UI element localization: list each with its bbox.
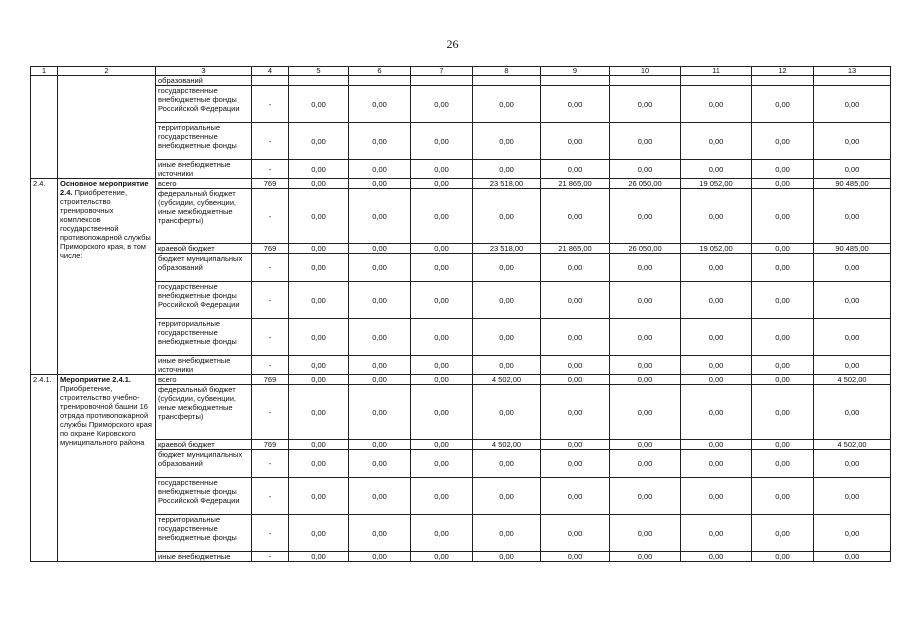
value-cell: 0,00 <box>610 385 681 440</box>
code-cell: - <box>252 123 289 160</box>
value-cell: 0,00 <box>814 552 891 562</box>
value-cell <box>752 76 814 86</box>
value-cell: 0,00 <box>541 282 610 319</box>
table-row <box>31 450 891 478</box>
value-cell: 21 865,00 <box>541 244 610 254</box>
value-cell: 19 052,00 <box>681 179 752 189</box>
value-cell: 0,00 <box>814 385 891 440</box>
value-cell: 0,00 <box>411 254 473 282</box>
funding-source-cell: иные внебюджетные источники <box>156 356 252 375</box>
value-cell: 0,00 <box>610 375 681 385</box>
code-cell: 769 <box>252 440 289 450</box>
value-cell: 0,00 <box>541 552 610 562</box>
value-cell: 23 518,00 <box>473 179 541 189</box>
value-cell: 0,00 <box>289 189 349 244</box>
value-cell: 90 485,00 <box>814 244 891 254</box>
value-cell: 0,00 <box>473 319 541 356</box>
funding-source-cell: иные внебюджетные источники <box>156 160 252 179</box>
value-cell <box>349 76 411 86</box>
value-cell: 0,00 <box>411 478 473 515</box>
value-cell: 0,00 <box>541 319 610 356</box>
value-cell: 0,00 <box>681 385 752 440</box>
value-cell: 23 518,00 <box>473 244 541 254</box>
value-cell: 90 485,00 <box>814 179 891 189</box>
value-cell: 0,00 <box>541 254 610 282</box>
value-cell: 0,00 <box>814 450 891 478</box>
budget-table <box>30 66 891 562</box>
funding-source-cell: территориальные государственные внебюджетные фонды <box>156 123 252 160</box>
value-cell: 0,00 <box>349 440 411 450</box>
value-cell: 0,00 <box>814 254 891 282</box>
value-cell: 0,00 <box>411 385 473 440</box>
value-cell: 0,00 <box>610 282 681 319</box>
value-cell: 0,00 <box>411 375 473 385</box>
value-cell: 0,00 <box>681 189 752 244</box>
value-cell: 0,00 <box>752 450 814 478</box>
value-cell: 0,00 <box>289 375 349 385</box>
table-row <box>31 254 891 282</box>
value-cell: 0,00 <box>752 440 814 450</box>
code-cell: 769 <box>252 375 289 385</box>
value-cell: 0,00 <box>473 515 541 552</box>
code-cell: - <box>252 515 289 552</box>
table-row <box>31 189 891 244</box>
value-cell: 0,00 <box>541 189 610 244</box>
value-cell <box>610 76 681 86</box>
code-cell: - <box>252 356 289 375</box>
value-cell: 0,00 <box>473 160 541 179</box>
value-cell: 0,00 <box>752 552 814 562</box>
value-cell <box>541 76 610 86</box>
section-title-cell <box>58 375 156 562</box>
funding-source-cell: государственные внебюджетные фонды Российской Федерации <box>156 478 252 515</box>
value-cell: 0,00 <box>473 254 541 282</box>
value-cell: 0,00 <box>752 179 814 189</box>
value-cell: 0,00 <box>473 189 541 244</box>
code-cell: - <box>252 282 289 319</box>
code-cell: - <box>252 86 289 123</box>
funding-source-cell: бюджет муниципальных образований <box>156 254 252 282</box>
value-cell: 0,00 <box>289 254 349 282</box>
empty-title-cell <box>58 76 156 179</box>
value-cell: 0,00 <box>814 86 891 123</box>
value-cell: 0,00 <box>411 244 473 254</box>
value-cell: 0,00 <box>411 515 473 552</box>
value-cell: 0,00 <box>752 86 814 123</box>
funding-source-cell: федеральный бюджет (субсидии, субвенции, иные межбюджетные трансферты) <box>156 385 252 440</box>
table-row <box>31 160 891 179</box>
value-cell: 0,00 <box>473 552 541 562</box>
value-cell: 0,00 <box>349 123 411 160</box>
value-cell: 0,00 <box>289 450 349 478</box>
code-cell: - <box>252 552 289 562</box>
column-header: 7 <box>411 67 473 76</box>
value-cell: 0,00 <box>681 319 752 356</box>
value-cell: 0,00 <box>349 254 411 282</box>
code-cell: - <box>252 189 289 244</box>
value-cell: 0,00 <box>610 440 681 450</box>
funding-source-cell: бюджет муниципальных образований <box>156 450 252 478</box>
value-cell: 0,00 <box>610 189 681 244</box>
code-cell: 769 <box>252 179 289 189</box>
value-cell: 0,00 <box>681 375 752 385</box>
value-cell: 0,00 <box>681 450 752 478</box>
value-cell: 0,00 <box>610 160 681 179</box>
code-cell: 769 <box>252 244 289 254</box>
column-header: 11 <box>681 67 752 76</box>
value-cell: 0,00 <box>349 478 411 515</box>
value-cell: 0,00 <box>610 254 681 282</box>
column-header: 13 <box>814 67 891 76</box>
value-cell: 0,00 <box>289 319 349 356</box>
table-row <box>31 86 891 123</box>
column-header: 5 <box>289 67 349 76</box>
value-cell: 0,00 <box>473 478 541 515</box>
value-cell: 0,00 <box>752 375 814 385</box>
column-header: 8 <box>473 67 541 76</box>
value-cell: 0,00 <box>473 123 541 160</box>
code-cell: - <box>252 254 289 282</box>
value-cell: 0,00 <box>752 282 814 319</box>
funding-source-cell: территориальные государственные внебюджетные фонды <box>156 319 252 356</box>
table-row <box>31 515 891 552</box>
value-cell: 0,00 <box>289 552 349 562</box>
table-row <box>31 244 891 254</box>
value-cell: 0,00 <box>752 515 814 552</box>
value-cell: 0,00 <box>610 478 681 515</box>
value-cell: 0,00 <box>411 356 473 375</box>
value-cell: 0,00 <box>349 319 411 356</box>
value-cell: 0,00 <box>349 356 411 375</box>
value-cell: 0,00 <box>411 319 473 356</box>
value-cell: 0,00 <box>610 515 681 552</box>
value-cell: 0,00 <box>681 515 752 552</box>
value-cell: 0,00 <box>349 450 411 478</box>
value-cell: 0,00 <box>681 282 752 319</box>
column-header: 4 <box>252 67 289 76</box>
value-cell: 0,00 <box>541 375 610 385</box>
value-cell: 0,00 <box>349 385 411 440</box>
table-row <box>31 319 891 356</box>
value-cell: 0,00 <box>610 552 681 562</box>
value-cell: 26 050,00 <box>610 179 681 189</box>
funding-source-cell: федеральный бюджет (субсидии, субвенции, иные межбюджетные трансферты) <box>156 189 252 244</box>
value-cell: 0,00 <box>541 86 610 123</box>
value-cell: 0,00 <box>289 385 349 440</box>
value-cell <box>411 76 473 86</box>
column-header: 12 <box>752 67 814 76</box>
value-cell: 0,00 <box>610 356 681 375</box>
value-cell: 0,00 <box>541 385 610 440</box>
code-cell: - <box>252 160 289 179</box>
value-cell: 0,00 <box>411 450 473 478</box>
value-cell: 0,00 <box>289 478 349 515</box>
value-cell: 0,00 <box>473 356 541 375</box>
value-cell: 0,00 <box>752 189 814 244</box>
table-row <box>31 179 891 189</box>
value-cell <box>681 76 752 86</box>
funding-source-cell: образований <box>156 76 252 86</box>
value-cell: 0,00 <box>541 478 610 515</box>
section-title-bold: Основное мероприятие 2.4. <box>60 179 149 197</box>
value-cell: 0,00 <box>541 123 610 160</box>
table-row <box>31 440 891 450</box>
section-title-text: Приобретение, строительство тренировочных комплексов государственной противопожарной службы Приморского края, в том числе: <box>60 188 151 260</box>
section-title-bold: Мероприятие 2.4.1. <box>60 375 131 384</box>
value-cell: 0,00 <box>349 179 411 189</box>
value-cell: 4 502,00 <box>814 440 891 450</box>
value-cell <box>473 76 541 86</box>
value-cell: 0,00 <box>349 282 411 319</box>
value-cell: 0,00 <box>681 254 752 282</box>
funding-source-cell: всего <box>156 375 252 385</box>
value-cell: 0,00 <box>814 356 891 375</box>
funding-source-cell: государственные внебюджетные фонды Российской Федерации <box>156 282 252 319</box>
value-cell: 0,00 <box>289 282 349 319</box>
column-header: 3 <box>156 67 252 76</box>
value-cell: 0,00 <box>752 123 814 160</box>
funding-source-cell: краевой бюджет <box>156 244 252 254</box>
funding-source-cell: государственные внебюджетные фонды Российской Федерации <box>156 86 252 123</box>
funding-source-cell: иные внебюджетные <box>156 552 252 562</box>
code-cell: - <box>252 385 289 440</box>
value-cell: 0,00 <box>814 123 891 160</box>
value-cell: 4 502,00 <box>814 375 891 385</box>
value-cell: 0,00 <box>541 440 610 450</box>
value-cell: 0,00 <box>814 515 891 552</box>
value-cell: 0,00 <box>814 282 891 319</box>
value-cell: 19 052,00 <box>681 244 752 254</box>
column-header: 6 <box>349 67 411 76</box>
value-cell: 26 050,00 <box>610 244 681 254</box>
table-row <box>31 123 891 160</box>
column-header: 10 <box>610 67 681 76</box>
empty-code-cell <box>31 76 58 179</box>
value-cell: 0,00 <box>541 515 610 552</box>
table-row <box>31 76 891 86</box>
value-cell: 0,00 <box>681 552 752 562</box>
funding-source-cell: краевой бюджет <box>156 440 252 450</box>
value-cell: 0,00 <box>349 160 411 179</box>
value-cell: 0,00 <box>411 282 473 319</box>
funding-source-cell: территориальные государственные внебюджетные фонды <box>156 515 252 552</box>
value-cell: 0,00 <box>681 86 752 123</box>
column-header: 2 <box>58 67 156 76</box>
table-row <box>31 478 891 515</box>
value-cell: 0,00 <box>411 189 473 244</box>
value-cell: 0,00 <box>814 319 891 356</box>
value-cell: 0,00 <box>681 478 752 515</box>
code-cell: - <box>252 450 289 478</box>
table-header-row <box>31 67 891 76</box>
column-header: 9 <box>541 67 610 76</box>
value-cell: 0,00 <box>610 450 681 478</box>
value-cell: 0,00 <box>411 160 473 179</box>
value-cell: 0,00 <box>752 160 814 179</box>
value-cell: 0,00 <box>610 86 681 123</box>
value-cell: 0,00 <box>411 179 473 189</box>
value-cell: 0,00 <box>349 375 411 385</box>
section-title-text: Приобретение, строительство учебно-тренировочной башни 16 отряда противопожарной службы Приморского края по охране Кировского муниципального района <box>60 384 152 447</box>
value-cell: 0,00 <box>752 385 814 440</box>
value-cell: 0,00 <box>349 86 411 123</box>
value-cell: 4 502,00 <box>473 440 541 450</box>
value-cell <box>814 76 891 86</box>
value-cell: 0,00 <box>752 244 814 254</box>
value-cell: 0,00 <box>473 450 541 478</box>
value-cell: 0,00 <box>411 123 473 160</box>
value-cell: 0,00 <box>411 86 473 123</box>
value-cell: 0,00 <box>411 552 473 562</box>
value-cell: 0,00 <box>349 244 411 254</box>
value-cell: 0,00 <box>349 189 411 244</box>
value-cell: 0,00 <box>289 86 349 123</box>
value-cell: 0,00 <box>289 356 349 375</box>
value-cell: 0,00 <box>610 319 681 356</box>
value-cell: 0,00 <box>752 319 814 356</box>
value-cell: 0,00 <box>473 86 541 123</box>
value-cell: 0,00 <box>814 160 891 179</box>
value-cell: 0,00 <box>411 440 473 450</box>
section-code-cell: 2.4. <box>31 179 58 375</box>
value-cell: 0,00 <box>289 123 349 160</box>
code-cell: - <box>252 478 289 515</box>
value-cell: 0,00 <box>814 478 891 515</box>
value-cell: 0,00 <box>752 478 814 515</box>
value-cell: 0,00 <box>752 254 814 282</box>
page-number: 26 <box>446 37 459 51</box>
value-cell: 4 502,00 <box>473 375 541 385</box>
value-cell: 0,00 <box>752 356 814 375</box>
value-cell: 0,00 <box>289 160 349 179</box>
value-cell: 0,00 <box>289 244 349 254</box>
value-cell: 0,00 <box>473 385 541 440</box>
value-cell: 21 865,00 <box>541 179 610 189</box>
value-cell: 0,00 <box>681 440 752 450</box>
value-cell: 0,00 <box>473 282 541 319</box>
value-cell: 0,00 <box>289 515 349 552</box>
table-row <box>31 356 891 375</box>
value-cell: 0,00 <box>289 440 349 450</box>
funding-source-cell: всего <box>156 179 252 189</box>
table-row <box>31 385 891 440</box>
code-cell <box>252 76 289 86</box>
value-cell: 0,00 <box>610 123 681 160</box>
table-row <box>31 375 891 385</box>
table-row <box>31 282 891 319</box>
section-code-cell: 2.4.1. <box>31 375 58 562</box>
value-cell: 0,00 <box>814 189 891 244</box>
code-cell: - <box>252 319 289 356</box>
value-cell: 0,00 <box>681 123 752 160</box>
value-cell: 0,00 <box>541 160 610 179</box>
value-cell: 0,00 <box>349 515 411 552</box>
table-row <box>31 552 891 562</box>
value-cell: 0,00 <box>289 179 349 189</box>
value-cell: 0,00 <box>349 552 411 562</box>
value-cell: 0,00 <box>681 160 752 179</box>
value-cell: 0,00 <box>541 356 610 375</box>
column-header: 1 <box>31 67 58 76</box>
value-cell: 0,00 <box>681 356 752 375</box>
section-title-cell <box>58 179 156 375</box>
value-cell <box>289 76 349 86</box>
value-cell: 0,00 <box>541 450 610 478</box>
